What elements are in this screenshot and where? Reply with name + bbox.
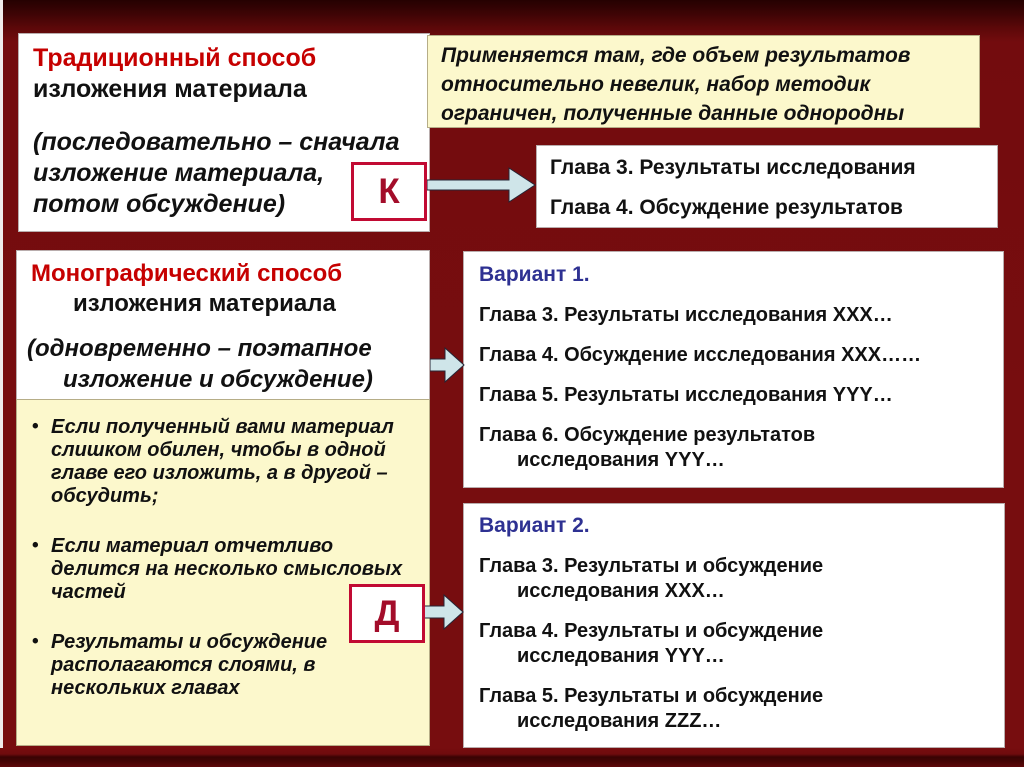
chapter-line: исследования ZZZ…: [517, 710, 722, 732]
variant-1-title: Вариант 1.: [479, 263, 590, 286]
chapter-line: исследования XXX…: [517, 580, 725, 602]
criteria-list: [30, 416, 421, 700]
variant-2-title: Вариант 2.: [479, 514, 590, 537]
traditional-subtitle-line: изложение материала,: [33, 159, 325, 187]
chapters-3-4-list: [550, 156, 991, 220]
panel-chapters-3-4: [536, 145, 998, 228]
monographic-title-red: Монографический способ: [31, 260, 343, 287]
chapter-line: Глава 4. Результаты и обсуждение: [479, 620, 824, 642]
traditional-subtitle-line: (последовательно – сначала: [33, 128, 400, 156]
arrow-right-icon: [430, 347, 465, 383]
applies-text-line: относительно невелик, набор методик: [441, 73, 871, 96]
chapter-line: исследования YYY…: [517, 645, 725, 667]
chapter-line: исследования YYY…: [517, 449, 725, 471]
arrow-right-icon: [424, 594, 464, 630]
monographic-subtitle-line: изложение и обсуждение): [63, 366, 373, 393]
traditional-title-black: изложения материала: [33, 75, 307, 103]
applies-text: [441, 41, 973, 128]
traditional-title-red: Традиционный способ: [33, 44, 317, 72]
monographic-title-black: изложения материала: [73, 290, 336, 317]
monographic-subtitle: [17, 333, 429, 395]
chapter-line: Глава 5. Результаты исследования YYY…: [479, 384, 893, 406]
criteria-bullet: • Если материал отчетливо делится на несколько смысловых частей: [30, 535, 421, 604]
chapter-line: Глава 3. Результаты исследования: [550, 156, 916, 179]
monographic-heading: [17, 251, 429, 399]
chapter-line: Глава 4. Обсуждение исследования XXX……: [479, 344, 922, 366]
chapter-line: Глава 4. Обсуждение результатов: [550, 196, 903, 219]
criteria-bullet: • Результаты и обсуждение располагаются слоями, в нескольких главах: [30, 631, 421, 700]
variant-2-list: [479, 554, 996, 734]
marker-d-box: [349, 584, 425, 643]
chapter-line: Глава 3. Результаты исследования XXX…: [479, 304, 893, 326]
marker-k-box: [351, 162, 427, 221]
marker-d-label: Д: [374, 593, 400, 633]
slide-left-edge-line: [0, 0, 3, 748]
chapter-line: Глава 5. Результаты и обсуждение: [479, 685, 824, 707]
traditional-subtitle-line: потом обсуждение): [33, 190, 286, 218]
applies-text-line: Применяется там, где объем результатов: [441, 44, 911, 67]
panel-applies-when: [427, 35, 980, 128]
variant-1-list: [479, 303, 995, 473]
panel-variant-1: [463, 251, 1004, 488]
criteria-bullet: • Если полученный вами материал слишком обилен, чтобы в одной главе его изложить, а в другой – обсудить;: [30, 416, 421, 508]
arrow-right-icon: [427, 167, 537, 203]
marker-k-label: К: [378, 171, 400, 211]
monographic-subtitle-line: (одновременно – поэтапное: [27, 335, 372, 362]
applies-text-line: ограничен, полученные данные однородны: [441, 102, 905, 125]
panel-monographic-way: [16, 250, 430, 746]
chapter-line: Глава 6. Обсуждение результатов: [479, 424, 816, 446]
chapter-line: Глава 3. Результаты и обсуждение: [479, 555, 824, 577]
panel-criteria: [16, 399, 430, 746]
panel-variant-2: [463, 503, 1005, 748]
